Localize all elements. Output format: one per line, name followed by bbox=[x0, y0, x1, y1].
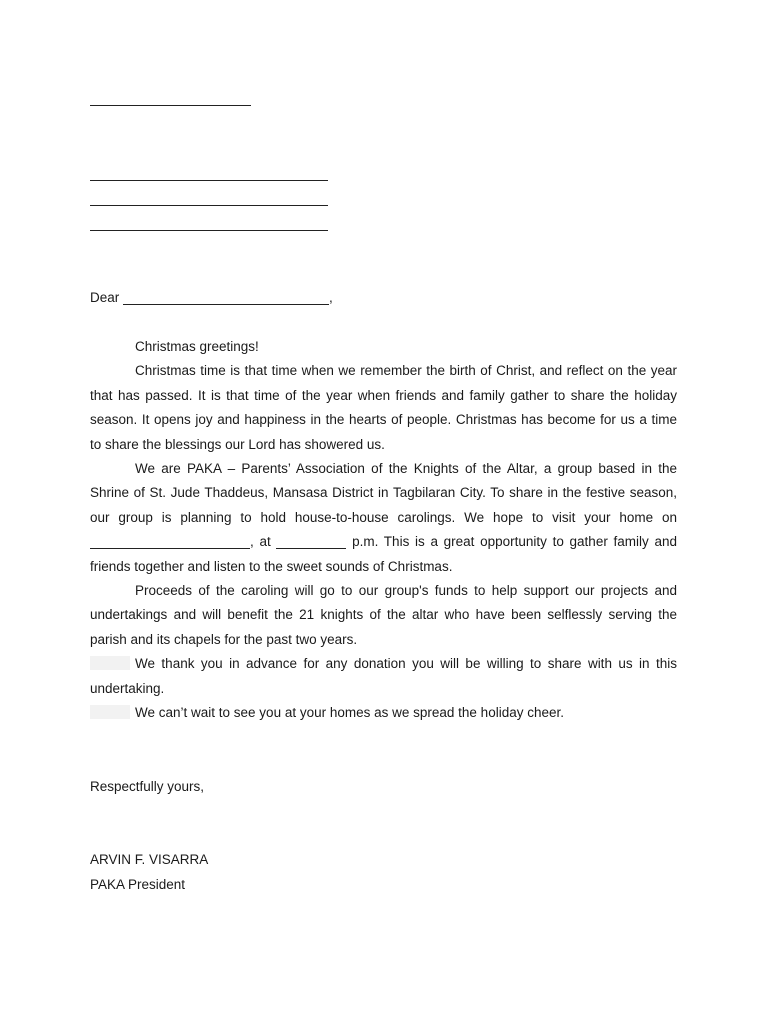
paragraph-indent-shade bbox=[90, 656, 130, 670]
recipient-address-line-1 bbox=[90, 180, 328, 181]
greeting: Christmas greetings! bbox=[135, 339, 259, 354]
visit-date-blank bbox=[90, 534, 250, 549]
paragraph-thank-you bbox=[90, 652, 677, 701]
signatory-title: PAKA President bbox=[90, 877, 186, 892]
salutation-comma: , bbox=[329, 290, 333, 305]
salutation bbox=[90, 289, 333, 307]
visit-time-blank bbox=[276, 534, 346, 549]
recipient-address-line-2 bbox=[90, 205, 328, 206]
paragraph-cant-wait-text: We can’t wait to see you at your homes as we spread the holiday cheer. bbox=[135, 705, 564, 721]
paragraph-indent-shade bbox=[90, 705, 130, 719]
paragraph-about-paka-text-b: , at bbox=[250, 534, 271, 550]
signatory-name: ARVIN F. VISARRA bbox=[90, 852, 209, 867]
paragraph-about-paka-text-a: We are PAKA – Parents’ Association of the Knights of the Altar, a group based in the Shrine of St. Jude Thaddeus, Mansasa District in Tagbilaran City. To share in the festive season, our group is planning to hold house-to-house carolings. We hope to visit your home on bbox=[90, 461, 677, 525]
paragraph-christmas-time: Christmas time is that time when we remember the birth of Christ, and reflect on the year that has passed. It is that time of the year when friends and family gather to share the holiday season. It opens joy and happiness in the hearts of people. Christmas has become for us a time to share the blessings our Lord has showered us. bbox=[90, 363, 677, 452]
paragraph-cant-wait bbox=[90, 701, 677, 725]
letter-body bbox=[90, 335, 677, 726]
salutation-prefix: Dear bbox=[90, 290, 120, 305]
date-blank-line bbox=[90, 105, 251, 106]
recipient-name-blank bbox=[123, 290, 329, 305]
recipient-address-line-3 bbox=[90, 230, 328, 231]
paragraph-proceeds: Proceeds of the caroling will go to our group's funds to help support our projects and undertakings and will benefit the 21 knights of the altar who have been selflessly serving the parish and its chapels for the past two years. bbox=[90, 583, 677, 647]
paragraph-thank-you-text: We thank you in advance for any donation you will be willing to share with us in this undertaking. bbox=[90, 656, 677, 696]
paragraph-about-paka-text-c: p.m. This is a great opportunity to gather family and friends together and listen to the sweet sounds of Christmas. bbox=[90, 534, 677, 574]
paragraph-about-paka bbox=[90, 457, 677, 579]
closing: Respectfully yours, bbox=[90, 779, 205, 794]
